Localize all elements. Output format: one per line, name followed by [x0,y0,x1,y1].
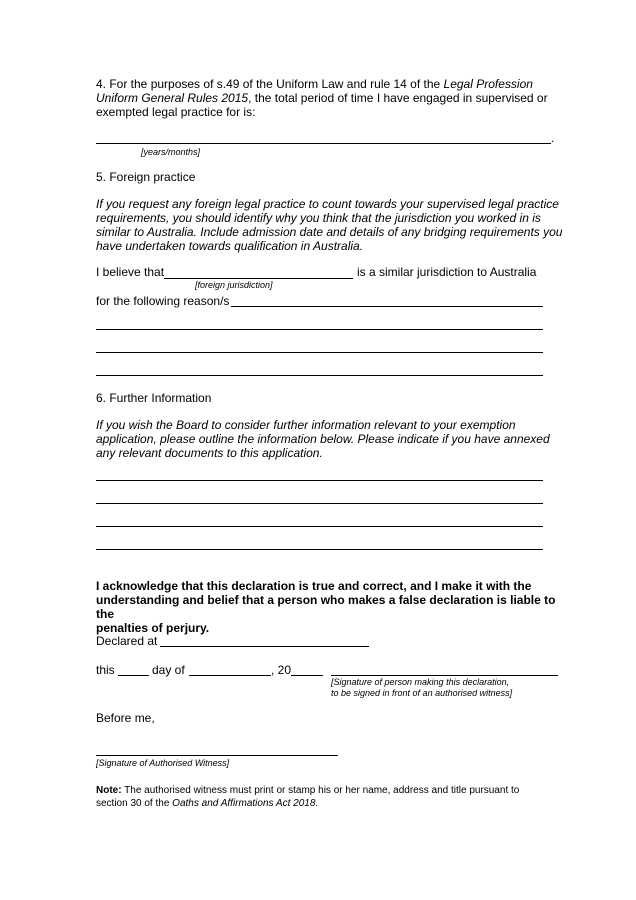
note-label: Note: [96,785,122,796]
section-5-instruction-line: have undertaken towards qualification in Australia. [96,239,364,253]
section-5-instruction-line: similar to Australia. Include admission date and details of any bridging requirements you [96,225,563,239]
foreign-jurisdiction-line[interactable] [164,278,353,279]
section-5-heading: 5. Foreign practice [96,170,196,184]
year-line[interactable] [291,675,323,676]
further-info-line[interactable] [96,526,543,527]
signature-caption-line: [Signature of person making this declaration, [331,677,510,687]
this-label: this [96,663,115,677]
period-full-stop: . [551,131,555,145]
declared-at-label: Declared at [96,634,158,648]
years-months-caption: [years/months] [141,147,201,157]
day-line[interactable] [118,675,149,676]
note-text: . [315,798,319,809]
signature-caption-line: to be signed in front of an authorised witness] [331,688,513,698]
reasons-label: for the following reason/s [96,294,230,308]
month-line[interactable] [189,675,271,676]
reasons-line[interactable] [96,352,543,353]
believe-prefix: I believe that [96,265,165,279]
acknowledgement-line: I acknowledge that this declaration is true and correct, and I make it with the [96,579,532,593]
oaths-act-name: Oaths and Affirmations Act 2018 [172,798,316,809]
witness-signature-line[interactable] [96,755,338,756]
witness-note [96,784,566,810]
act-name-italic: Legal Profession [443,77,533,91]
section-6-instruction-line: any relevant documents to this application. [96,446,323,460]
section-6-heading: 6. Further Information [96,391,212,405]
section-4-text-3: exempted legal practice for is: [96,105,256,119]
declared-at-line[interactable] [160,646,369,647]
rules-name-italic: Uniform General Rules 2015 [96,91,249,105]
section-5-instruction-line: requirements, you should identify why you think that the jurisdiction you worked in is [96,211,541,225]
day-of-label: day of [152,663,185,677]
section-5-instruction-line: If you request any foreign legal practice to count towards your supervised legal practice [96,197,559,211]
note-text: section 30 of the [96,798,173,809]
acknowledgement-line: penalties of perjury. [96,621,210,635]
believe-suffix: is a similar jurisdiction to Australia [357,265,537,279]
year-prefix: , 20 [271,663,292,677]
reasons-line[interactable] [96,375,543,376]
note-text: The authorised witness must print or stamp his or her name, address and title pursuant to [121,785,520,796]
reasons-line[interactable] [96,329,543,330]
section-4-text-2: , the total period of time I have engaged in supervised or [248,91,548,105]
section-4-text-1: 4. For the purposes of s.49 of the Uniform Law and rule 14 of the [96,77,444,91]
section-5-instructions [96,197,566,253]
section-4-paragraph [96,77,556,119]
reasons-line[interactable] [231,306,543,307]
declarant-signature-line[interactable] [331,675,558,676]
further-info-line[interactable] [96,503,543,504]
declarant-signature-caption [331,677,512,699]
section-6-instructions [96,418,566,460]
further-info-line[interactable] [96,549,543,550]
period-answer-line[interactable] [96,143,551,144]
section-6-instruction-line: application, please outline the information below. Please indicate if you have annexed [96,432,550,446]
further-info-line[interactable] [96,480,543,481]
witness-signature-caption: [Signature of Authorised Witness] [96,758,230,768]
before-me-label: Before me, [96,711,155,725]
section-6-instruction-line: If you wish the Board to consider further information relevant to your exemption [96,418,516,432]
foreign-jurisdiction-caption: [foreign jurisdiction] [195,280,273,290]
acknowledgement-line: understanding and belief that a person who makes a false declaration is liable to the [96,593,556,621]
acknowledgement-statement [96,579,576,635]
